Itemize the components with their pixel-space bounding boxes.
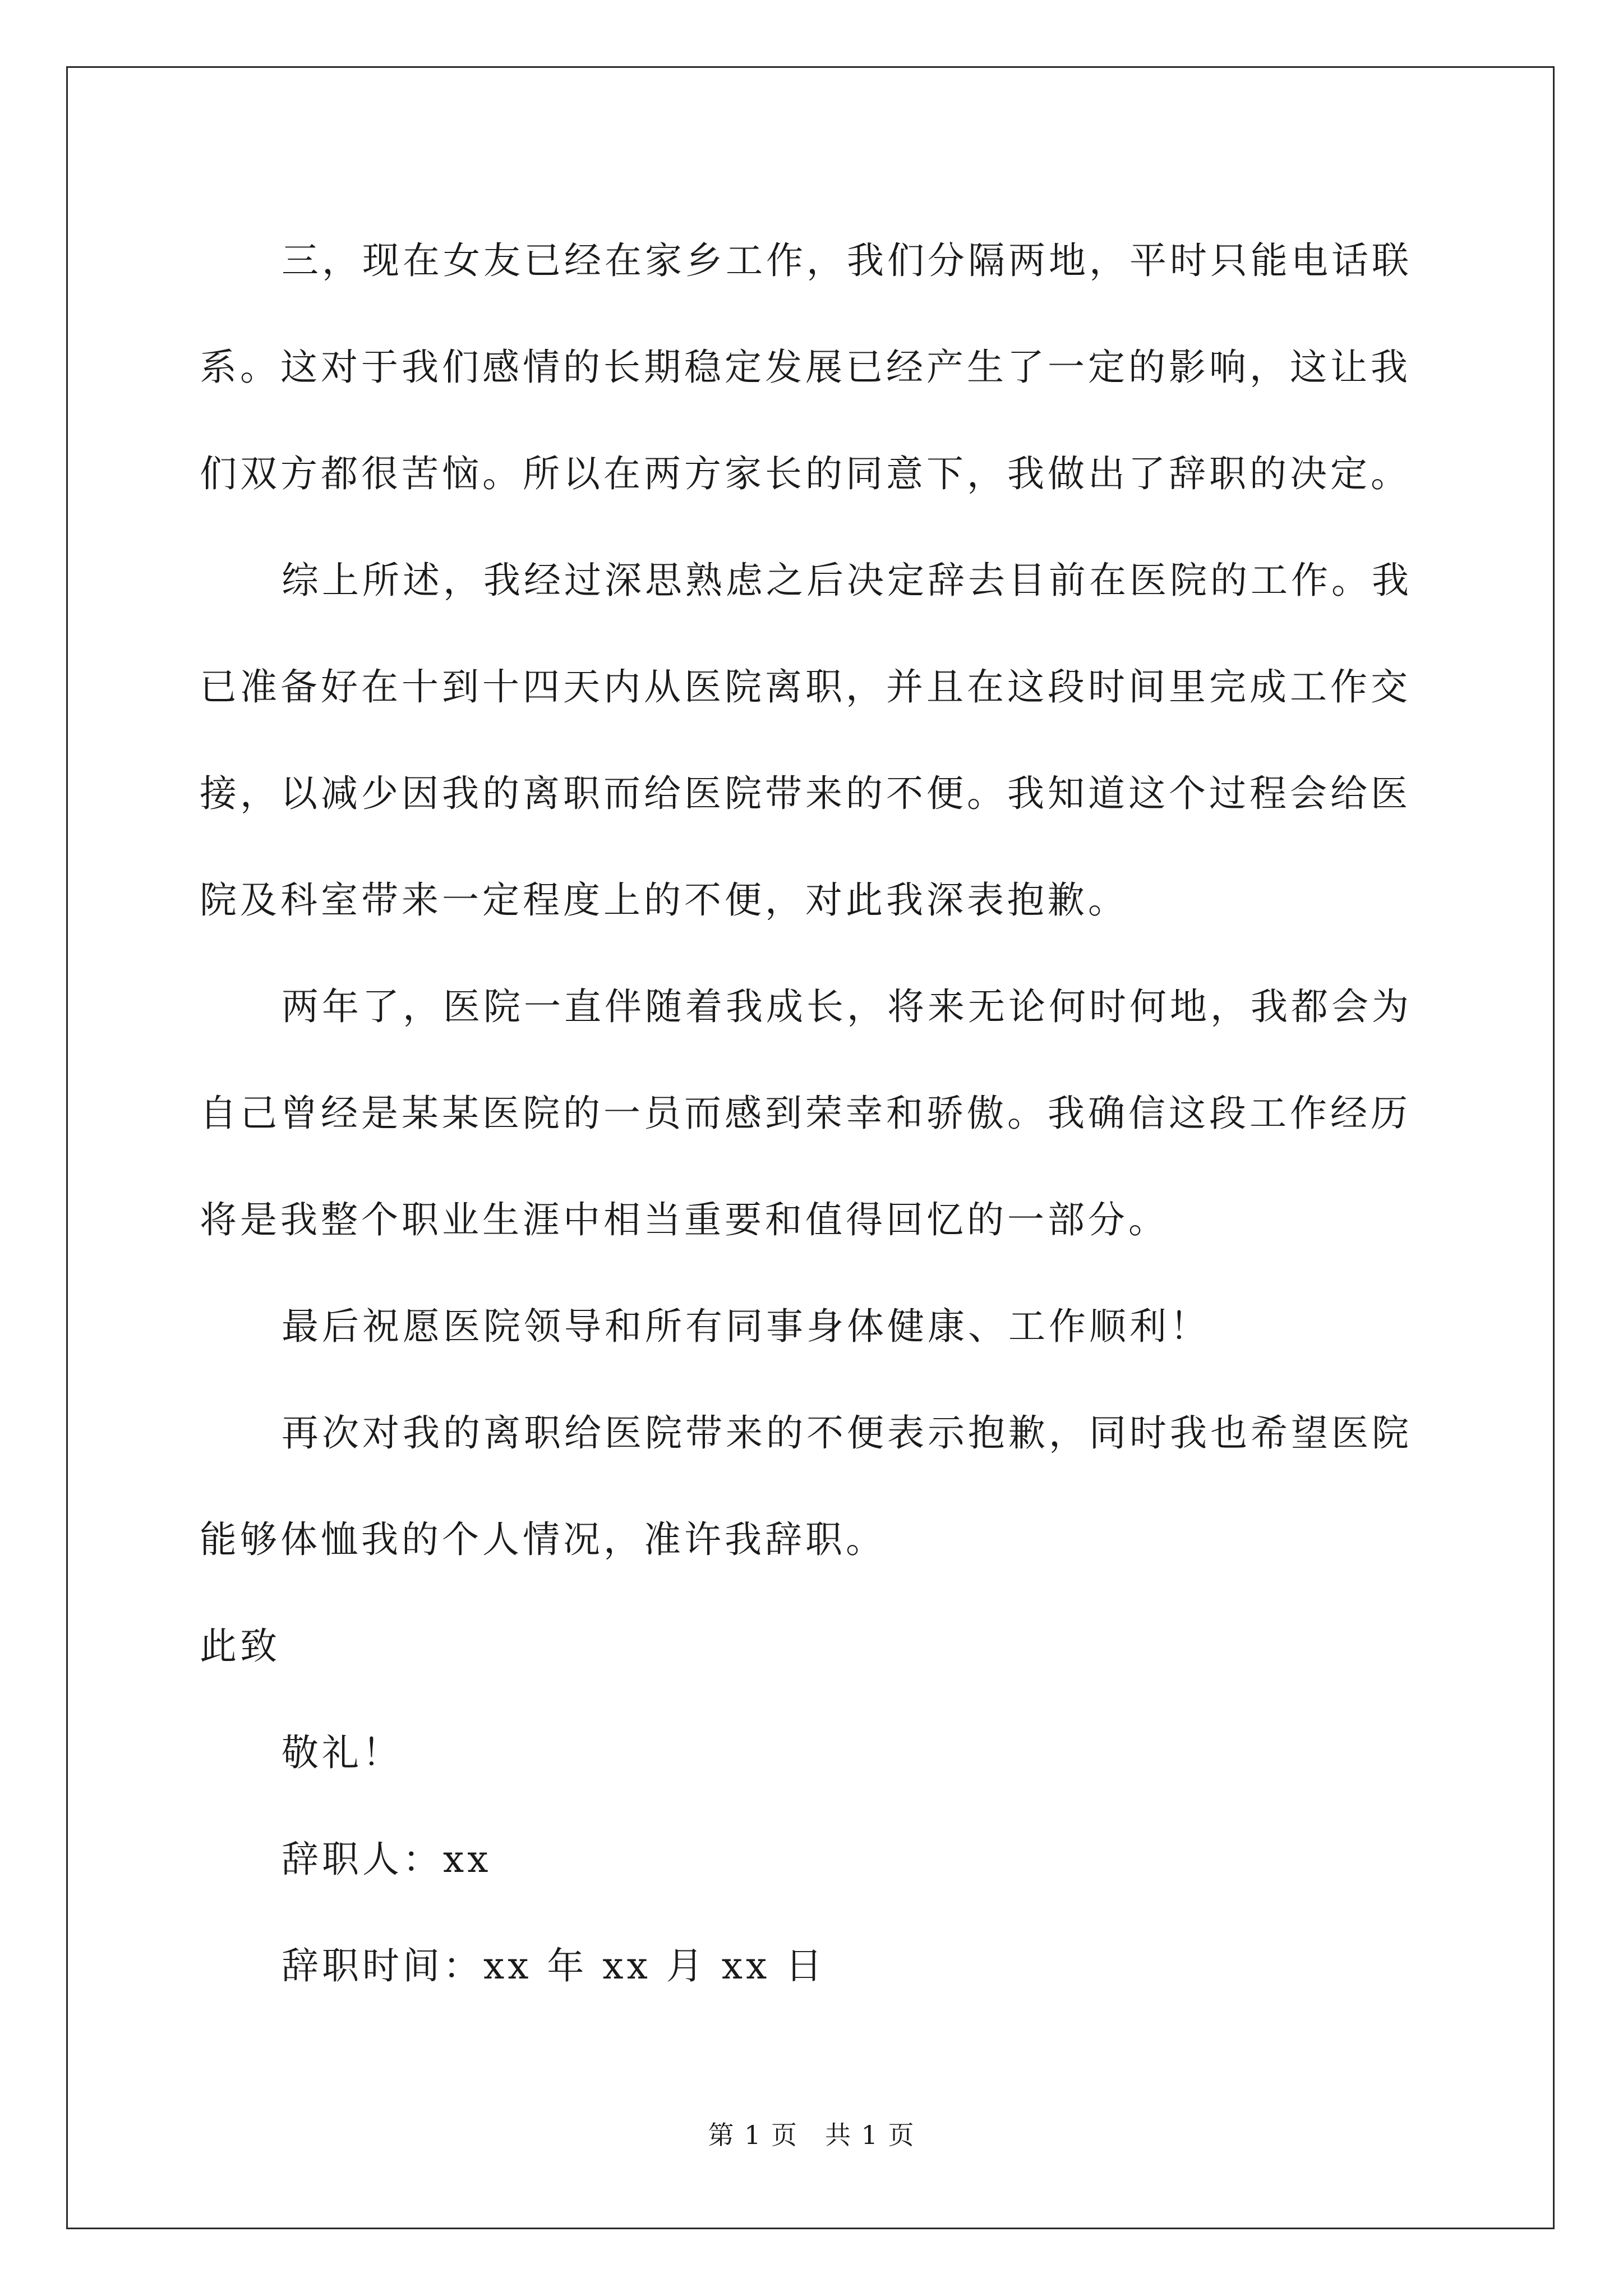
paragraph-gratitude: [200, 954, 1433, 1273]
closing-regards: 敬礼！: [282, 1731, 403, 1774]
closing-salutation: 此致: [200, 1625, 280, 1668]
resigner-name: 辞职人：xx: [282, 1838, 492, 1881]
text-line: 已准备好在十到十四天内从医院离职，并且在这段时间里完成工作交: [200, 665, 1411, 708]
text-line: 接，以减少因我的离职而给医院带来的不便。我知道这个过程会给医: [200, 772, 1411, 815]
text-line: 自己曾经是某某医院的一员而感到荣幸和骄傲。我确信这段工作经历: [200, 1092, 1411, 1135]
text-line: 两年了，医院一直伴随着我成长，将来无论何时何地，我都会为: [282, 985, 1412, 1028]
paragraph-summary: [200, 527, 1433, 954]
resignation-date: 辞职时间：xx 年 xx 月 xx 日: [282, 1944, 826, 1987]
text-line: 综上所述，我经过深思熟虑之后决定辞去目前在医院的工作。我: [282, 559, 1412, 602]
paragraph-reasons-3: [200, 208, 1433, 527]
text-line: 再次对我的离职给医院带来的不便表示抱歉，同时我也希望医院: [282, 1411, 1412, 1455]
page-number-footer: 第 1 页 共 1 页: [708, 2120, 915, 2150]
text-line: 系。这对于我们感情的长期稳定发展已经产生了一定的影响，这让我: [200, 346, 1411, 389]
document-body: [200, 208, 1433, 2019]
text-line: 能够体恤我的个人情况，准许我辞职。: [200, 1518, 886, 1561]
text-line: 将是我整个职业生涯中相当重要和值得回忆的一部分。: [200, 1198, 1169, 1241]
text-line: 最后祝愿医院领导和所有同事身体健康、工作顺利！: [282, 1305, 1210, 1348]
paragraph-apology: [200, 1380, 1433, 1593]
text-line: 三，现在女友已经在家乡工作，我们分隔两地，平时只能电话联: [282, 239, 1412, 282]
text-line: 院及科室带来一定程度上的不便，对此我深表抱歉。: [200, 878, 1128, 922]
paragraph-wishes: [200, 1273, 1433, 1380]
text-line: 们双方都很苦恼。所以在两方家长的同意下，我做出了辞职的决定。: [200, 452, 1411, 495]
